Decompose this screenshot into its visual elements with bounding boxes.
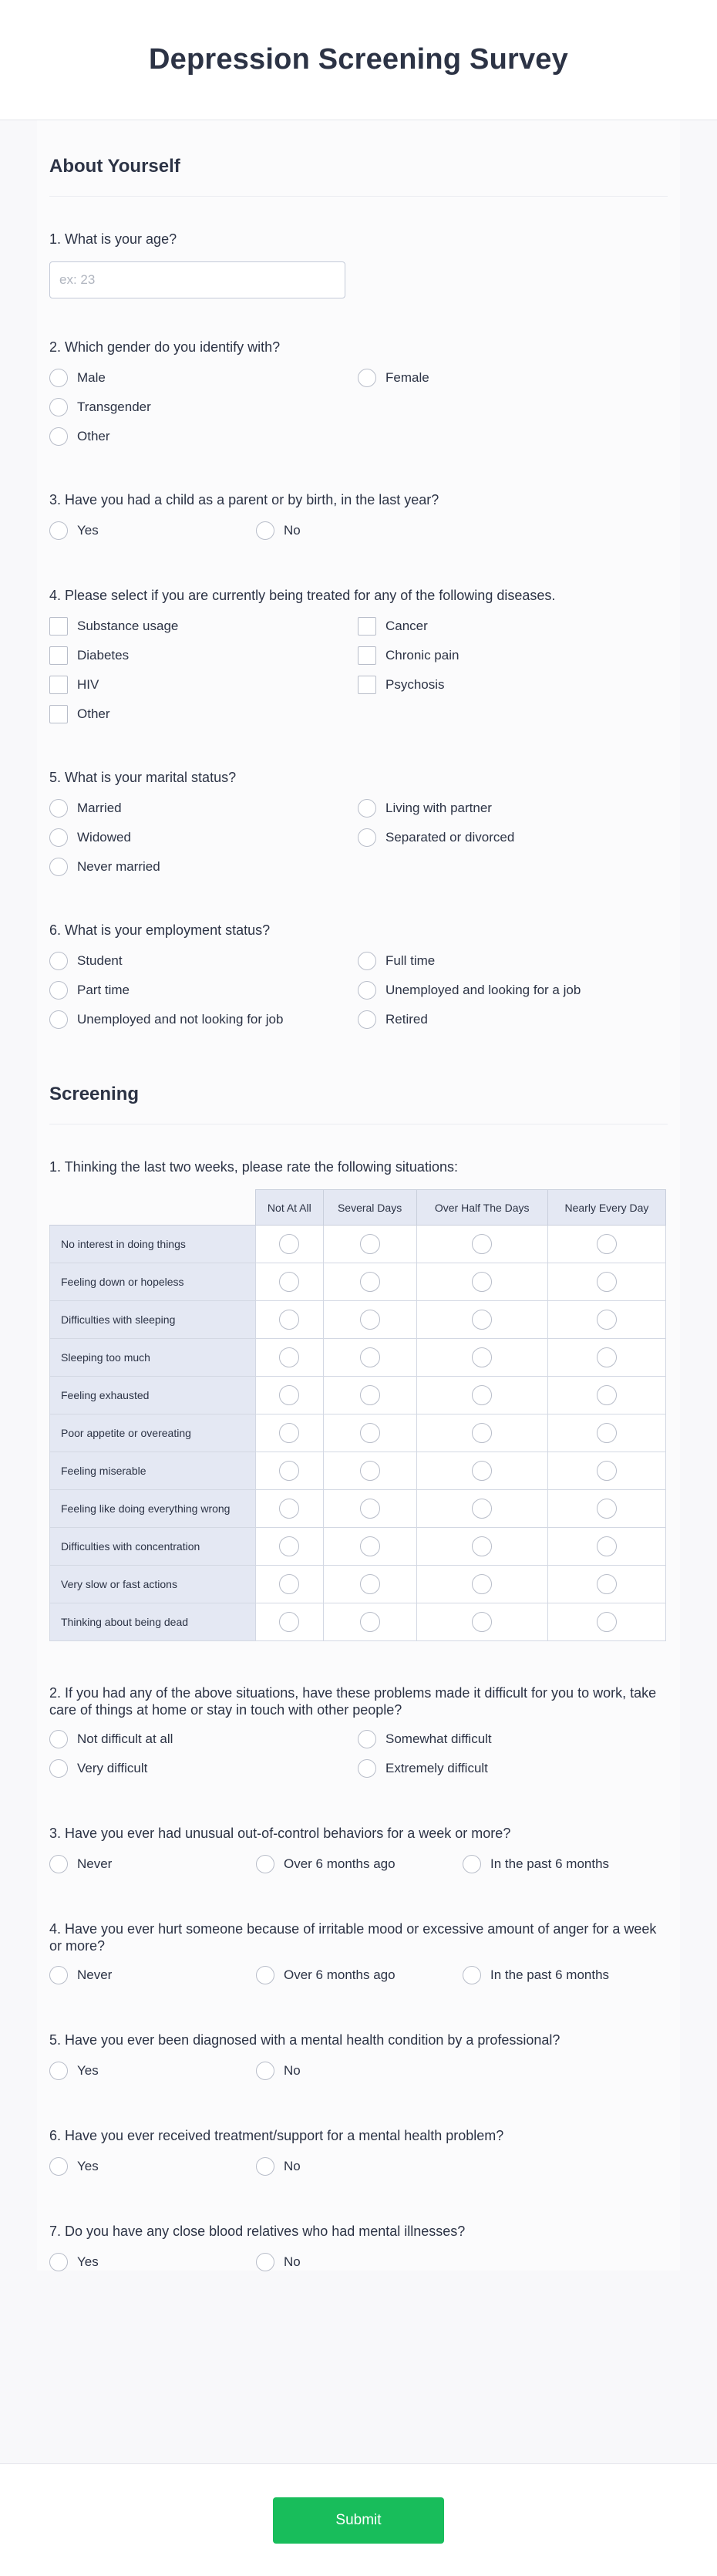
option-yes[interactable] (49, 2158, 256, 2175)
option-label: Cancer (385, 619, 428, 633)
matrix-radio-button[interactable] (472, 1385, 492, 1405)
option-label: Extremely difficult (385, 1761, 488, 1775)
option-widowed[interactable] (49, 829, 358, 846)
matrix-cell (323, 1377, 416, 1414)
question-employment-status (49, 875, 668, 1028)
question-label: 3. Have you had a child as a parent or by birth, in the last year? (49, 492, 439, 507)
matrix-row-label: Very slow or fast actions (50, 1566, 256, 1603)
matrix-row (50, 1377, 666, 1414)
form-footer (0, 2463, 717, 2576)
radio-button[interactable] (49, 981, 68, 1000)
matrix-cell (323, 1528, 416, 1566)
option-other[interactable] (49, 428, 358, 445)
radio-button[interactable] (49, 1759, 68, 1778)
matrix-cell (547, 1490, 665, 1528)
matrix-radio-button[interactable] (597, 1423, 617, 1443)
question-rating-matrix (49, 1124, 668, 1641)
matrix-row (50, 1339, 666, 1377)
option-yes[interactable] (49, 522, 256, 539)
option-label: Never (77, 1967, 113, 1982)
radio-button[interactable] (49, 2253, 68, 2271)
matrix-cell (256, 1301, 324, 1339)
matrix-radio-button[interactable] (360, 1234, 380, 1254)
matrix-cell (416, 1603, 547, 1641)
radio-button[interactable] (256, 2062, 274, 2080)
option-label: Student (77, 953, 123, 968)
option-no[interactable] (256, 2158, 463, 2175)
matrix-column-header: Over Half The Days (416, 1190, 547, 1226)
radio-button[interactable] (256, 1855, 274, 1873)
option-label: Yes (77, 2159, 99, 2173)
option-over-6-months[interactable] (256, 1856, 463, 1873)
matrix-row-label: Sleeping too much (50, 1339, 256, 1377)
checkbox[interactable] (358, 676, 376, 694)
option-label: Other (77, 429, 110, 443)
form-header (0, 0, 717, 120)
matrix-radio-button[interactable] (472, 1536, 492, 1556)
radio-button[interactable] (358, 369, 376, 387)
option-part-time[interactable] (49, 982, 358, 999)
question-label: 2. If you had any of the above situations, have these problems made it difficult for you to work, take care of things at home or stay in touch with other people? (49, 1685, 657, 1718)
radio-button[interactable] (463, 1855, 481, 1873)
radio-button[interactable] (49, 858, 68, 876)
checkbox[interactable] (49, 646, 68, 665)
matrix-radio-button[interactable] (597, 1536, 617, 1556)
question-child (49, 445, 668, 539)
radio-button[interactable] (358, 828, 376, 847)
matrix-radio-button[interactable] (472, 1272, 492, 1292)
option-label: Over 6 months ago (284, 1967, 396, 1982)
option-no[interactable] (256, 522, 463, 539)
matrix-row (50, 1566, 666, 1603)
option-label: Unemployed and not looking for job (77, 1012, 284, 1027)
matrix-radio-button[interactable] (472, 1423, 492, 1443)
option-full-time[interactable] (358, 953, 666, 969)
question-gender (49, 298, 668, 445)
options-group (49, 2158, 668, 2175)
question-label: 6. Have you ever received treatment/support for a mental health problem? (49, 2128, 504, 2143)
options-group (49, 1731, 668, 1777)
matrix-cell (256, 1452, 324, 1490)
matrix-row (50, 1301, 666, 1339)
radio-button[interactable] (256, 2253, 274, 2271)
option-chronic-pain[interactable] (358, 647, 666, 664)
matrix-row (50, 1490, 666, 1528)
matrix-row-label: Feeling like doing everything wrong (50, 1490, 256, 1528)
matrix-cell (547, 1528, 665, 1566)
matrix-radio-button[interactable] (597, 1461, 617, 1481)
radio-button[interactable] (358, 799, 376, 818)
matrix-radio-button[interactable] (279, 1536, 299, 1556)
section-title: About Yourself (49, 156, 180, 177)
matrix-radio-button[interactable] (597, 1612, 617, 1632)
matrix-radio-button[interactable] (279, 1461, 299, 1481)
option-label: Yes (77, 2254, 99, 2269)
option-transgender[interactable] (49, 399, 358, 416)
matrix-column-header: Not At All (256, 1190, 324, 1226)
radio-button[interactable] (49, 1855, 68, 1873)
option-label: No (284, 2159, 301, 2173)
checkbox[interactable] (358, 617, 376, 636)
matrix-radio-button[interactable] (279, 1499, 299, 1519)
matrix-row-label: Thinking about being dead (50, 1603, 256, 1641)
radio-button[interactable] (358, 952, 376, 970)
option-unemployed-looking[interactable] (358, 982, 666, 999)
matrix-cell (323, 1603, 416, 1641)
matrix-radio-button[interactable] (472, 1347, 492, 1367)
option-over-6-months[interactable] (256, 1967, 463, 1984)
matrix-cell (416, 1452, 547, 1490)
radio-button[interactable] (49, 398, 68, 416)
matrix-cell (416, 1377, 547, 1414)
option-label: Living with partner (385, 801, 492, 815)
radio-button[interactable] (463, 1966, 481, 1984)
option-yes[interactable] (49, 2062, 256, 2079)
matrix-cell (416, 1339, 547, 1377)
question-label: 2. Which gender do you identify with? (49, 339, 281, 355)
matrix-radio-button[interactable] (279, 1310, 299, 1330)
options-group (49, 953, 668, 1028)
matrix-radio-button[interactable] (279, 1574, 299, 1594)
option-married[interactable] (49, 800, 358, 817)
matrix-radio-button[interactable] (360, 1423, 380, 1443)
question-diagnosed (49, 1984, 668, 2079)
checkbox[interactable] (358, 646, 376, 665)
option-label: Chronic pain (385, 648, 459, 663)
option-psychosis[interactable] (358, 676, 666, 693)
question-out-of-control (49, 1777, 668, 1873)
option-no[interactable] (256, 2254, 463, 2271)
matrix-cell (323, 1452, 416, 1490)
options-group (49, 618, 668, 723)
question-age (49, 197, 668, 298)
radio-button[interactable] (358, 1759, 376, 1778)
matrix-radio-button[interactable] (597, 1234, 617, 1254)
matrix-cell (547, 1226, 665, 1263)
matrix-row-label: Feeling exhausted (50, 1377, 256, 1414)
matrix-radio-button[interactable] (360, 1385, 380, 1405)
options-group (49, 2062, 668, 2079)
radio-button[interactable] (256, 1966, 274, 1984)
form-title: Depression Screening Survey (149, 43, 568, 76)
matrix-cell (256, 1414, 324, 1452)
radio-button[interactable] (49, 369, 68, 387)
option-label: Diabetes (77, 648, 130, 663)
option-unemployed-not-looking[interactable] (49, 1011, 358, 1028)
option-label: Never (77, 1856, 113, 1871)
matrix-radio-button[interactable] (597, 1272, 617, 1292)
matrix-row-label: Poor appetite or overeating (50, 1414, 256, 1452)
option-label: No (284, 2063, 301, 2078)
matrix-cell (416, 1301, 547, 1339)
matrix-radio-button[interactable] (360, 1536, 380, 1556)
matrix-radio-button[interactable] (279, 1423, 299, 1443)
matrix-cell (256, 1490, 324, 1528)
question-label: 1. Thinking the last two weeks, please rate the following situations: (49, 1159, 458, 1175)
matrix-row (50, 1528, 666, 1566)
radio-button[interactable] (49, 2157, 68, 2176)
radio-button[interactable] (49, 2062, 68, 2080)
matrix-cell (547, 1566, 665, 1603)
question-label: 5. What is your marital status? (49, 770, 237, 785)
option-label: Married (77, 801, 122, 815)
matrix-radio-button[interactable] (472, 1234, 492, 1254)
radio-button[interactable] (256, 2157, 274, 2176)
question-hurt-someone (49, 1873, 668, 1984)
question-diseases (49, 539, 668, 723)
matrix-cell (416, 1226, 547, 1263)
option-diabetes[interactable] (49, 647, 358, 664)
checkbox[interactable] (49, 705, 68, 723)
matrix-radio-button[interactable] (360, 1461, 380, 1481)
radio-button[interactable] (256, 521, 274, 540)
matrix-cell (256, 1603, 324, 1641)
question-treatment (49, 2079, 668, 2175)
matrix-radio-button[interactable] (597, 1310, 617, 1330)
option-label: Transgender (77, 400, 151, 414)
section-header-about (49, 120, 668, 197)
matrix-cell (323, 1339, 416, 1377)
matrix-cell (547, 1377, 665, 1414)
matrix-cell (256, 1263, 324, 1301)
matrix-cell (416, 1528, 547, 1566)
radio-button[interactable] (49, 1010, 68, 1029)
matrix-row-label: Feeling down or hopeless (50, 1263, 256, 1301)
matrix-radio-button[interactable] (472, 1499, 492, 1519)
radio-button[interactable] (358, 1010, 376, 1029)
matrix-radio-button[interactable] (279, 1347, 299, 1367)
matrix-radio-button[interactable] (279, 1272, 299, 1292)
option-label: Psychosis (385, 677, 445, 692)
matrix-row (50, 1603, 666, 1641)
matrix-radio-button[interactable] (597, 1574, 617, 1594)
option-yes[interactable] (49, 2254, 256, 2271)
matrix-radio-button[interactable] (279, 1612, 299, 1632)
matrix-cell (256, 1377, 324, 1414)
matrix-row-label: Feeling miserable (50, 1452, 256, 1490)
option-label: Female (385, 370, 429, 385)
option-other[interactable] (49, 706, 358, 723)
option-female[interactable] (358, 369, 666, 386)
matrix-cell (547, 1603, 665, 1641)
options-group (49, 1856, 668, 1873)
radio-button[interactable] (49, 828, 68, 847)
option-no[interactable] (256, 2062, 463, 2079)
radio-button[interactable] (358, 1730, 376, 1748)
option-substance-usage[interactable] (49, 618, 358, 635)
option-label: No (284, 2254, 301, 2269)
option-past-6-months[interactable] (463, 1856, 669, 1873)
matrix-radio-button[interactable] (360, 1310, 380, 1330)
question-marital-status (49, 723, 668, 875)
question-label: 3. Have you ever had unusual out-of-control behaviors for a week or more? (49, 1826, 511, 1841)
option-label: Widowed (77, 830, 131, 845)
options-group (49, 522, 668, 539)
form-body (37, 120, 680, 2271)
radio-button[interactable] (49, 952, 68, 970)
matrix-cell (416, 1566, 547, 1603)
option-past-6-months[interactable] (463, 1967, 669, 1984)
matrix-column-header: Nearly Every Day (547, 1190, 665, 1226)
matrix-radio-button[interactable] (279, 1234, 299, 1254)
radio-button[interactable] (49, 521, 68, 540)
rating-matrix (49, 1189, 666, 1641)
question-label: 7. Do you have any close blood relatives who had mental illnesses? (49, 2224, 466, 2239)
matrix-radio-button[interactable] (597, 1385, 617, 1405)
option-never[interactable] (49, 1856, 256, 1873)
option-label: Yes (77, 2063, 99, 2078)
matrix-radio-button[interactable] (472, 1461, 492, 1481)
option-label: HIV (77, 677, 99, 692)
option-label: Over 6 months ago (284, 1856, 396, 1871)
matrix-cell (323, 1414, 416, 1452)
matrix-cell (256, 1528, 324, 1566)
matrix-cell (256, 1566, 324, 1603)
question-label: 1. What is your age? (49, 231, 177, 247)
option-living-with-partner[interactable] (358, 800, 666, 817)
question-difficulty (49, 1641, 668, 1777)
option-separated-or-divorced[interactable] (358, 829, 666, 846)
matrix-cell (416, 1414, 547, 1452)
matrix-row-label: Difficulties with sleeping (50, 1301, 256, 1339)
matrix-cell (547, 1452, 665, 1490)
option-never-married[interactable] (49, 858, 358, 875)
checkbox[interactable] (49, 617, 68, 636)
matrix-cell (323, 1263, 416, 1301)
options-group (49, 1967, 668, 1984)
matrix-radio-button[interactable] (360, 1612, 380, 1632)
matrix-row (50, 1226, 666, 1263)
option-label: Yes (77, 523, 99, 538)
option-not-difficult[interactable] (49, 1731, 358, 1748)
options-group (49, 800, 668, 875)
option-label: Very difficult (77, 1761, 148, 1775)
option-male[interactable] (49, 369, 358, 386)
matrix-cell (323, 1226, 416, 1263)
option-label: Never married (77, 859, 160, 874)
option-label: Somewhat difficult (385, 1731, 492, 1746)
option-label: In the past 6 months (490, 1856, 610, 1871)
option-label: Other (77, 706, 110, 721)
matrix-radio-button[interactable] (360, 1574, 380, 1594)
matrix-cell (256, 1339, 324, 1377)
matrix-radio-button[interactable] (472, 1574, 492, 1594)
submit-button[interactable]: Submit (273, 2497, 444, 2544)
option-label: Unemployed and looking for a job (385, 983, 581, 997)
radio-button[interactable] (358, 981, 376, 1000)
matrix-cell (547, 1263, 665, 1301)
matrix-radio-button[interactable] (279, 1385, 299, 1405)
matrix-radio-button[interactable] (360, 1272, 380, 1292)
radio-button[interactable] (49, 799, 68, 818)
question-label: 4. Have you ever hurt someone because of irritable mood or excessive amount of anger for a week or more? (49, 1921, 657, 1954)
radio-button[interactable] (49, 427, 68, 446)
matrix-cell (256, 1226, 324, 1263)
options-group (49, 369, 668, 445)
matrix-radio-button[interactable] (597, 1499, 617, 1519)
section-title: Screening (49, 1084, 140, 1104)
matrix-cell (547, 1339, 665, 1377)
option-label: Retired (385, 1012, 428, 1027)
radio-button[interactable] (49, 1966, 68, 1984)
option-label: No (284, 523, 301, 538)
options-group (49, 2254, 668, 2271)
matrix-radio-button[interactable] (472, 1310, 492, 1330)
option-label: Male (77, 370, 106, 385)
option-never[interactable] (49, 1967, 256, 1984)
option-label: In the past 6 months (490, 1967, 610, 1982)
option-somewhat-difficult[interactable] (358, 1731, 666, 1748)
option-hiv[interactable] (49, 676, 358, 693)
matrix-cell (547, 1414, 665, 1452)
matrix-row (50, 1414, 666, 1452)
matrix-radio-button[interactable] (472, 1612, 492, 1632)
question-label: 6. What is your employment status? (49, 922, 271, 938)
option-label: Part time (77, 983, 130, 997)
option-retired[interactable] (358, 1011, 666, 1028)
option-student[interactable] (49, 953, 358, 969)
matrix-cell (416, 1490, 547, 1528)
checkbox[interactable] (49, 676, 68, 694)
option-extremely-difficult[interactable] (358, 1760, 666, 1777)
matrix-radio-button[interactable] (360, 1347, 380, 1367)
radio-button[interactable] (49, 1730, 68, 1748)
matrix-radio-button[interactable] (360, 1499, 380, 1519)
option-label: Substance usage (77, 619, 179, 633)
matrix-cell (323, 1490, 416, 1528)
matrix-cell (547, 1301, 665, 1339)
question-label: 4. Please select if you are currently being treated for any of the following diseases. (49, 588, 556, 603)
matrix-cell (416, 1263, 547, 1301)
matrix-cell (323, 1301, 416, 1339)
matrix-row-label: No interest in doing things (50, 1226, 256, 1263)
matrix-row (50, 1452, 666, 1490)
option-label: Full time (385, 953, 436, 968)
question-relatives (49, 2175, 668, 2271)
age-input[interactable] (49, 261, 345, 298)
matrix-row (50, 1263, 666, 1301)
question-label: 5. Have you ever been diagnosed with a mental health condition by a professional? (49, 2032, 560, 2048)
matrix-radio-button[interactable] (597, 1347, 617, 1367)
option-cancer[interactable] (358, 618, 666, 635)
option-label: Not difficult at all (77, 1731, 173, 1746)
matrix-cell (323, 1566, 416, 1603)
option-label: Separated or divorced (385, 830, 515, 845)
option-very-difficult[interactable] (49, 1760, 358, 1777)
matrix-row-label: Difficulties with concentration (50, 1528, 256, 1566)
matrix-column-header: Several Days (323, 1190, 416, 1226)
section-header-screening (49, 1028, 668, 1124)
matrix-corner (50, 1190, 256, 1226)
